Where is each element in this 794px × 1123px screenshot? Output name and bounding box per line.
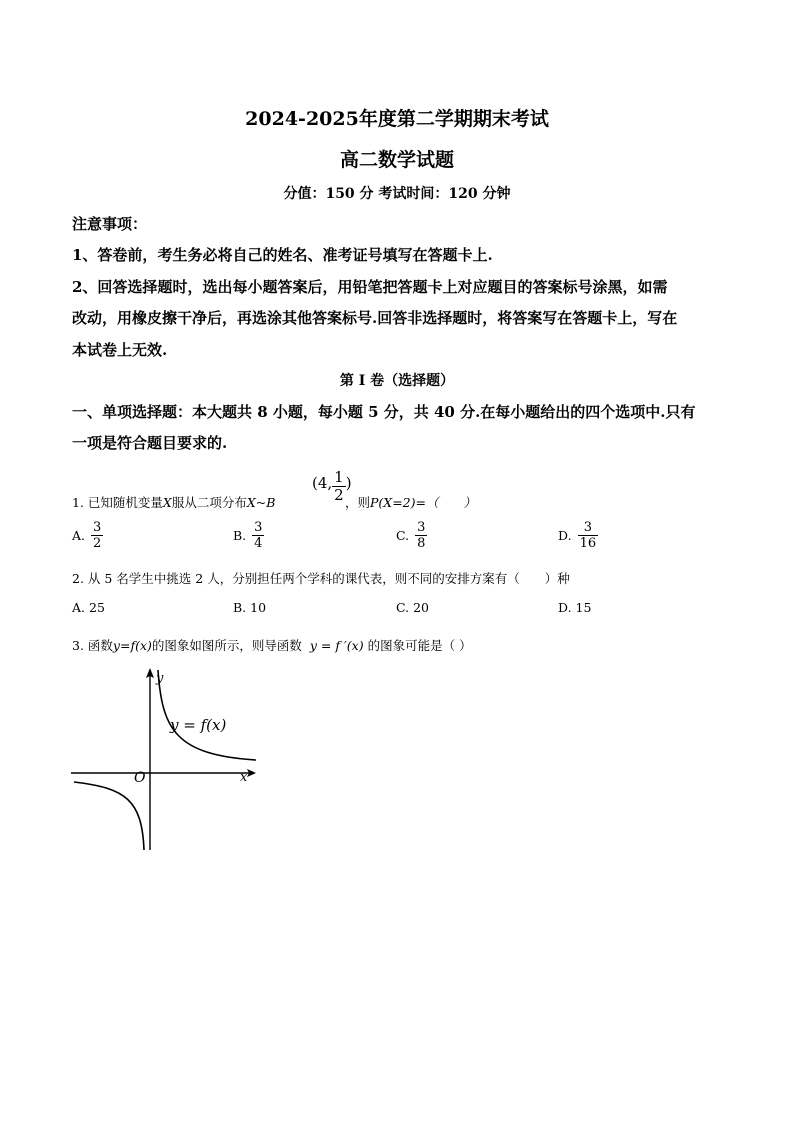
- option-value: 15: [575, 600, 592, 615]
- question-1-option-a[interactable]: [72, 520, 103, 551]
- numerator: 3: [417, 520, 426, 535]
- question-2-option-c[interactable]: [396, 600, 429, 615]
- origin-label: O: [134, 770, 146, 786]
- question-1-mid: 服从二项分布: [171, 495, 247, 510]
- question-2-option-d[interactable]: [558, 600, 591, 615]
- question-1-param-close: ): [345, 474, 352, 492]
- question-1-option-b[interactable]: [233, 520, 264, 551]
- question-3: [72, 636, 472, 654]
- question-3-suffix: 的图象可能是（ ）: [367, 638, 472, 653]
- question-1-probability: P(X=2)=（ ）: [370, 495, 476, 510]
- question-1-param-open: (4,: [312, 474, 333, 492]
- question-2-option-b[interactable]: [233, 600, 266, 615]
- option-label: C.: [396, 528, 410, 543]
- exam-subtitle: 高二数学试题: [339, 149, 454, 171]
- question-1-param-numerator: 1: [334, 468, 344, 486]
- question-3-prefix: 3. 函数: [72, 638, 113, 653]
- question-3-function: y=f(x): [112, 638, 152, 653]
- question-2: 2. 从 5 名学生中挑选 2 人，分别担任两个学科的课代表，则不同的安排方案有（ ）种: [72, 571, 570, 586]
- curve-label: y = f(x): [170, 716, 227, 734]
- question-3-mid: 的图象如图所示，则导函数: [151, 638, 302, 653]
- denominator: 4: [254, 536, 263, 551]
- notes-item-2-line-2: 改动，用橡皮擦干净后，再选涂其他答案标号.回答非选择题时，将答案写在答题卡上，写在: [72, 309, 678, 327]
- option-fraction: [91, 520, 103, 551]
- option-value: 20: [413, 600, 429, 615]
- option-fraction: [415, 520, 427, 551]
- question-1-variable: X: [162, 495, 172, 510]
- question-1-param-denominator: 2: [334, 486, 344, 504]
- section-instructions-line-2: 一项是符合题目要求的.: [72, 434, 228, 452]
- denominator: 2: [93, 536, 102, 551]
- option-label: D.: [558, 600, 572, 615]
- question-1-option-d[interactable]: [558, 520, 598, 551]
- section-instructions-line-1: 一、单项选择题：本大题共 8 小题，每小题 5 分，共 40 分.在每小题给出的四个选项中.只有: [72, 403, 696, 421]
- option-fraction: [578, 520, 599, 551]
- x-axis-label: x: [240, 770, 248, 785]
- numerator: 3: [254, 520, 263, 535]
- numerator: 3: [583, 520, 592, 535]
- option-label: D.: [558, 528, 572, 543]
- option-value: 10: [250, 600, 267, 615]
- option-label: A.: [72, 600, 86, 615]
- exam-info: 分值：150 分 考试时间：120 分钟: [283, 186, 511, 202]
- y-axis-label: y: [156, 671, 164, 686]
- option-label: C.: [396, 600, 410, 615]
- denominator: 16: [579, 536, 597, 551]
- option-label: B.: [233, 528, 247, 543]
- question-1-param-fraction: [332, 469, 346, 504]
- notes-item-2-line-3: 本试卷上无效.: [72, 341, 168, 359]
- function-graph: [66, 660, 266, 855]
- curve-right-branch: [158, 670, 256, 760]
- denominator: 8: [417, 536, 426, 551]
- option-label: A.: [72, 528, 86, 543]
- notes-item-1: 1、答卷前，考生务必将自己的姓名、准考证号填写在答题卡上.: [72, 246, 493, 264]
- question-1-prefix: 1. 已知随机变量: [72, 495, 163, 510]
- part-heading: 第 I 卷（选择题）: [339, 373, 455, 389]
- question-1-distribution: X~B: [246, 495, 276, 510]
- question-1: [72, 493, 275, 511]
- numerator: 3: [93, 520, 102, 535]
- question-1-option-c[interactable]: [396, 520, 427, 551]
- option-fraction: [252, 520, 264, 551]
- exam-title: 2024-2025年度第二学期期末考试: [245, 108, 549, 130]
- curve-left-branch: [74, 782, 144, 850]
- question-1-tail: [345, 493, 476, 511]
- question-3-derivative: y = f ′(x): [309, 638, 364, 653]
- question-2-option-a[interactable]: [72, 600, 105, 615]
- option-value: 25: [89, 600, 105, 615]
- option-label: B.: [233, 600, 247, 615]
- notes-item-2-line-1: 2、回答选择题时，选出每小题答案后，用铅笔把答题卡上对应题目的答案标号涂黑，如需: [72, 278, 668, 296]
- question-1-suffix: ，则: [345, 495, 371, 510]
- notes-heading: 注意事项：: [72, 215, 148, 233]
